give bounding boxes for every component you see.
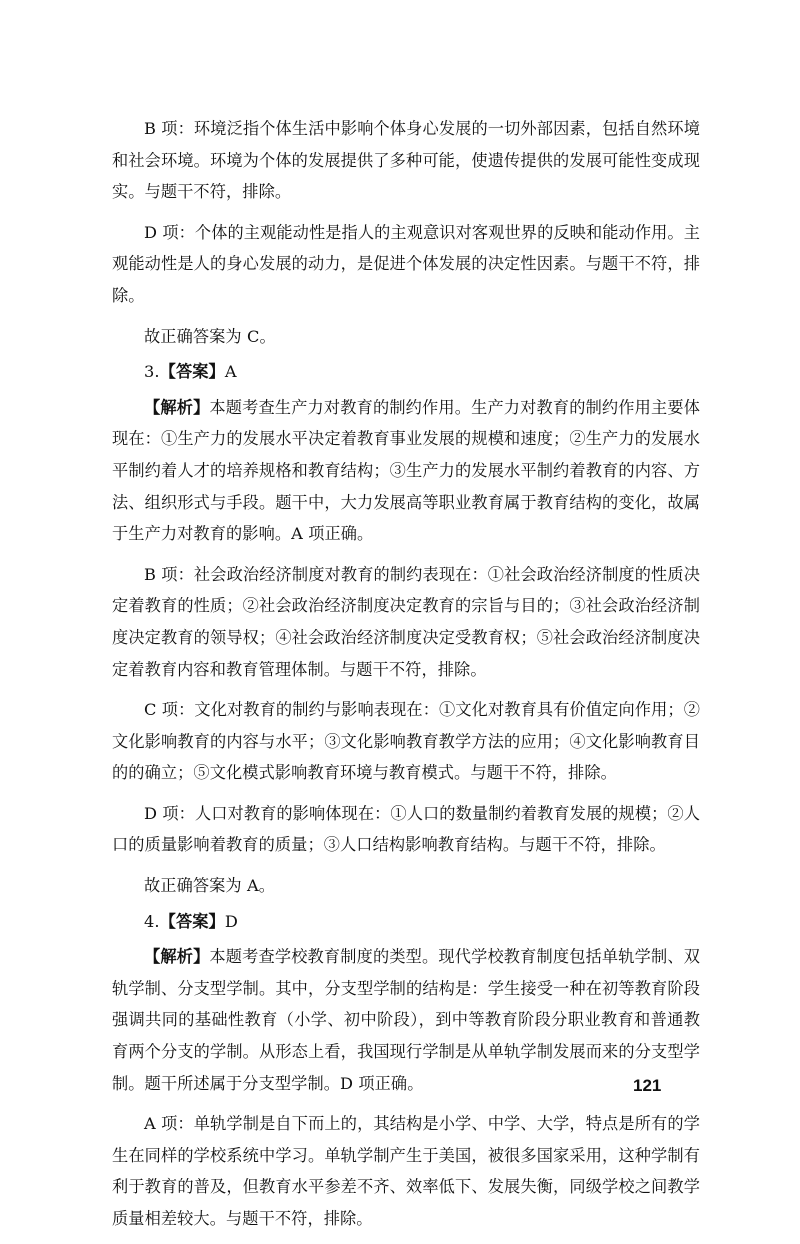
- paragraph-option-b-politics: B 项：社会政治经济制度对教育的制约表现在：①社会政治经济制度的性质决定着教育的性质；②社会政治经济制度决定教育的宗旨与目的；③社会政治经济制度决定教育的领导权；④社会政治经济制度决定受教育权；⑤社会政治经济制度决定着教育内容和教育管理体制。与题干不符，排除。: [112, 564, 700, 679]
- answer-value: D: [224, 911, 238, 931]
- analysis-text: 本题考查生产力对教育的制约作用。生产力对教育的制约作用主要体现在：①生产力的发展水平决定着教育事业发展的规模和速度；②生产力的发展水平制约着人才的培养规格和教育结构；③生产力的发展水平制约着教育的内容、方法、组织形式与手段。题干中，大力发展高等职业教育属于教育结构的变化，故属于生产力对教育的影响。A 项正确。: [112, 397, 700, 544]
- analysis-text: 本题考查学校教育制度的类型。现代学校教育制度包括单轨学制、双轨学制、分支型学制。其中，分支型学制的结构是：学生接受一种在初等教育阶段强调共同的基础性教育（小学、初中阶段），到中等教育阶段分职业教育和普通教育两个分支的学制。从形态上看，我国现行学制是从单轨学制发展而来的分支型学制。题干所述属于分支型学制。D 项正确。: [112, 947, 700, 1093]
- paragraph-option-d-initiative: D 项：个体的主观能动性是指人的主观意识对客观世界的反映和能动作用。主观能动性是人的身心发展的动力，是促进个体发展的决定性因素。与题干不符，排除。: [112, 222, 700, 305]
- paragraph-option-c-culture: C 项：文化对教育的制约与影响表现在：①文化对教育具有价值定向作用；②文化影响教育的内容与水平；③文化影响教育教学方法的应用；④文化影响教育目的的确立；⑤文化模式影响教育环境与教育模式。与题干不符，排除。: [112, 700, 700, 783]
- answer-heading-4: [112, 906, 700, 938]
- question-number: 3.: [144, 362, 160, 382]
- paragraph-option-b-environment: B 项：环境泛指个体生活中影响个体身心发展的一切外部因素，包括自然环境和社会环境。环境为个体的发展提供了多种可能，使遗传提供的发展可能性变成现实。与题干不符，排除。: [112, 119, 700, 202]
- paragraph-option-d-population: D 项：人口对教育的影响体现在：①人口的数量制约着教育发展的规模；②人口的质量影响着教育的质量；③人口结构影响教育结构。与题干不符，排除。: [112, 803, 700, 855]
- analysis-label: 【解析】: [144, 397, 210, 417]
- answer-label: 【答案】: [159, 911, 225, 931]
- page-number: 121: [633, 1076, 662, 1095]
- question-number: 4.: [144, 911, 160, 931]
- answer-value: A: [224, 362, 237, 382]
- conclusion-answer-c: 故正确答案为 C。: [144, 326, 276, 346]
- analysis-paragraph-3: [112, 392, 700, 550]
- analysis-paragraph-4: [112, 941, 700, 1099]
- answer-label: 【答案】: [159, 362, 225, 382]
- paragraph-option-a-single-track: A 项：单轨学制是自下而上的，其结构是小学、中学、大学，特点是所有的学生在同样的学校系统中学习。单轨学制产生于美国，被很多国家采用，这种学制有利于教育的普及，但教育水平参差不齐、效率低下、发展失衡，同级学校之间教学质量相差较大。与题干不符，排除。: [112, 1114, 700, 1228]
- analysis-label: 【解析】: [144, 947, 210, 967]
- answer-heading-3: [112, 356, 700, 388]
- conclusion-answer-a: 故正确答案为 A。: [144, 876, 276, 896]
- document-body: [112, 113, 700, 1244]
